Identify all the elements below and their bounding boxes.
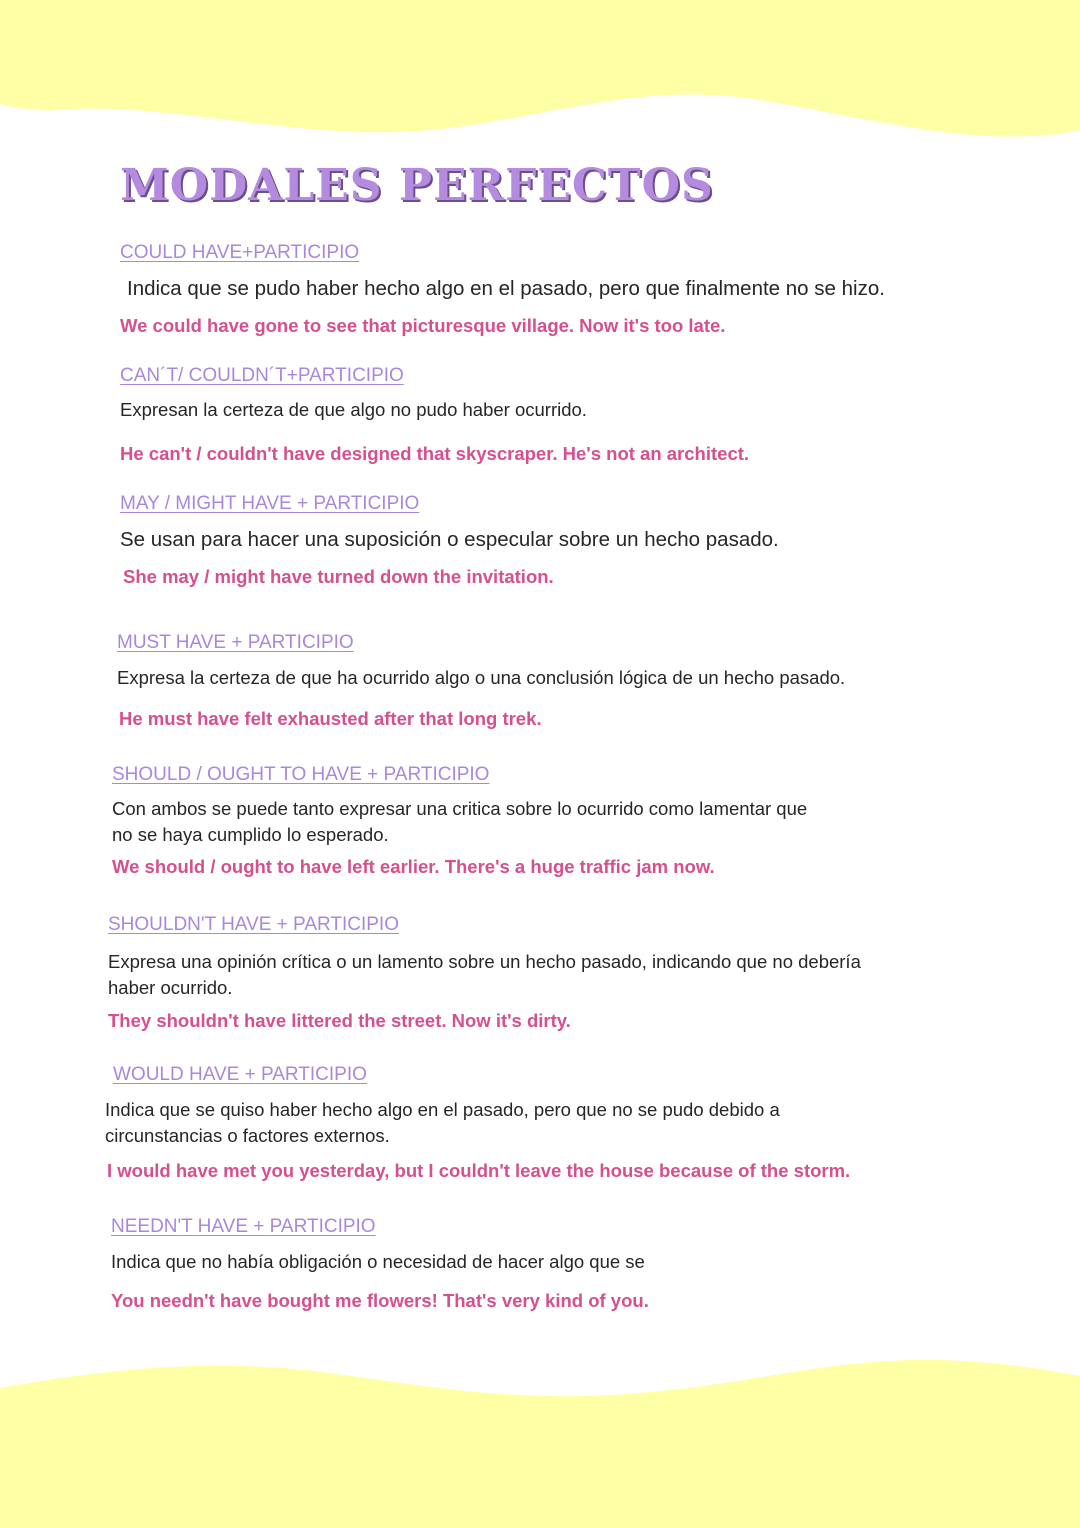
description-line: Con ambos se puede tanto expresar una critica sobre lo ocurrido como lamentar que (112, 798, 808, 819)
bottom-wave-decoration (0, 1358, 1080, 1528)
section-heading: COULD HAVE+PARTICIPIO (120, 242, 360, 263)
section-example: He can't / couldn't have designed that skyscraper. He's not an architect. (120, 443, 750, 464)
section-example: I would have met you yesterday, but I couldn't leave the house because of the storm. (107, 1160, 851, 1181)
section-heading: NEEDN'T HAVE + PARTICIPIO (111, 1216, 376, 1237)
section-description: Expresa la certeza de que ha ocurrido algo o una conclusión lógica de un hecho pasado. (117, 667, 846, 688)
section-description: Se usan para hacer una suposición o especular sobre un hecho pasado. (120, 528, 779, 551)
description-line: haber ocurrido. (108, 977, 233, 998)
section-example: We should / ought to have left earlier. There's a huge traffic jam now. (112, 856, 715, 877)
section-heading: WOULD HAVE + PARTICIPIO (113, 1064, 367, 1085)
description-line: circunstancias o factores externos. (105, 1125, 390, 1146)
description-line: Expresa una opinión crítica o un lamento sobre un hecho pasado, indicando que no debería (108, 951, 861, 972)
section-example: We could have gone to see that picturesque village. Now it's too late. (120, 315, 726, 336)
section-description (108, 949, 938, 1001)
section-description (112, 796, 932, 848)
section-may-might (120, 492, 940, 590)
section-description (105, 1097, 935, 1149)
section-description: Indica que no había obligación o necesidad de hacer algo que se (111, 1251, 645, 1272)
section-shouldnt-have (108, 913, 938, 1034)
section-would-have (105, 1063, 935, 1184)
section-heading: CAN´T/ COULDN´T+PARTICIPIO (120, 365, 404, 386)
section-description: Indica que se pudo haber hecho algo en el pasado, pero que finalmente no se hizo. (127, 277, 885, 300)
section-heading: MAY / MIGHT HAVE + PARTICIPIO (120, 493, 420, 514)
description-line: no se haya cumplido lo esperado. (112, 824, 389, 845)
section-heading: SHOULD / OUGHT TO HAVE + PARTICIPIO (112, 764, 490, 785)
section-should-ought (112, 763, 932, 880)
section-must-have (117, 631, 937, 732)
page-title: MODALES PERFECTOS (120, 160, 714, 211)
section-cant-couldnt (120, 364, 940, 467)
description-line: Indica que se quiso haber hecho algo en el pasado, pero que no se pudo debido a (105, 1099, 780, 1120)
section-heading: MUST HAVE + PARTICIPIO (117, 632, 354, 653)
section-could-have (120, 241, 940, 339)
section-example: They shouldn't have littered the street. Now it's dirty. (108, 1010, 571, 1031)
top-wave-decoration (0, 0, 1080, 150)
section-description: Expresan la certeza de que algo no pudo haber ocurrido. (120, 399, 587, 420)
section-heading: SHOULDN'T HAVE + PARTICIPIO (108, 914, 399, 935)
section-example: She may / might have turned down the invitation. (123, 566, 554, 587)
section-neednt-have (111, 1215, 931, 1314)
section-example: You needn't have bought me flowers! That's very kind of you. (111, 1290, 649, 1311)
section-example: He must have felt exhausted after that long trek. (119, 708, 542, 729)
